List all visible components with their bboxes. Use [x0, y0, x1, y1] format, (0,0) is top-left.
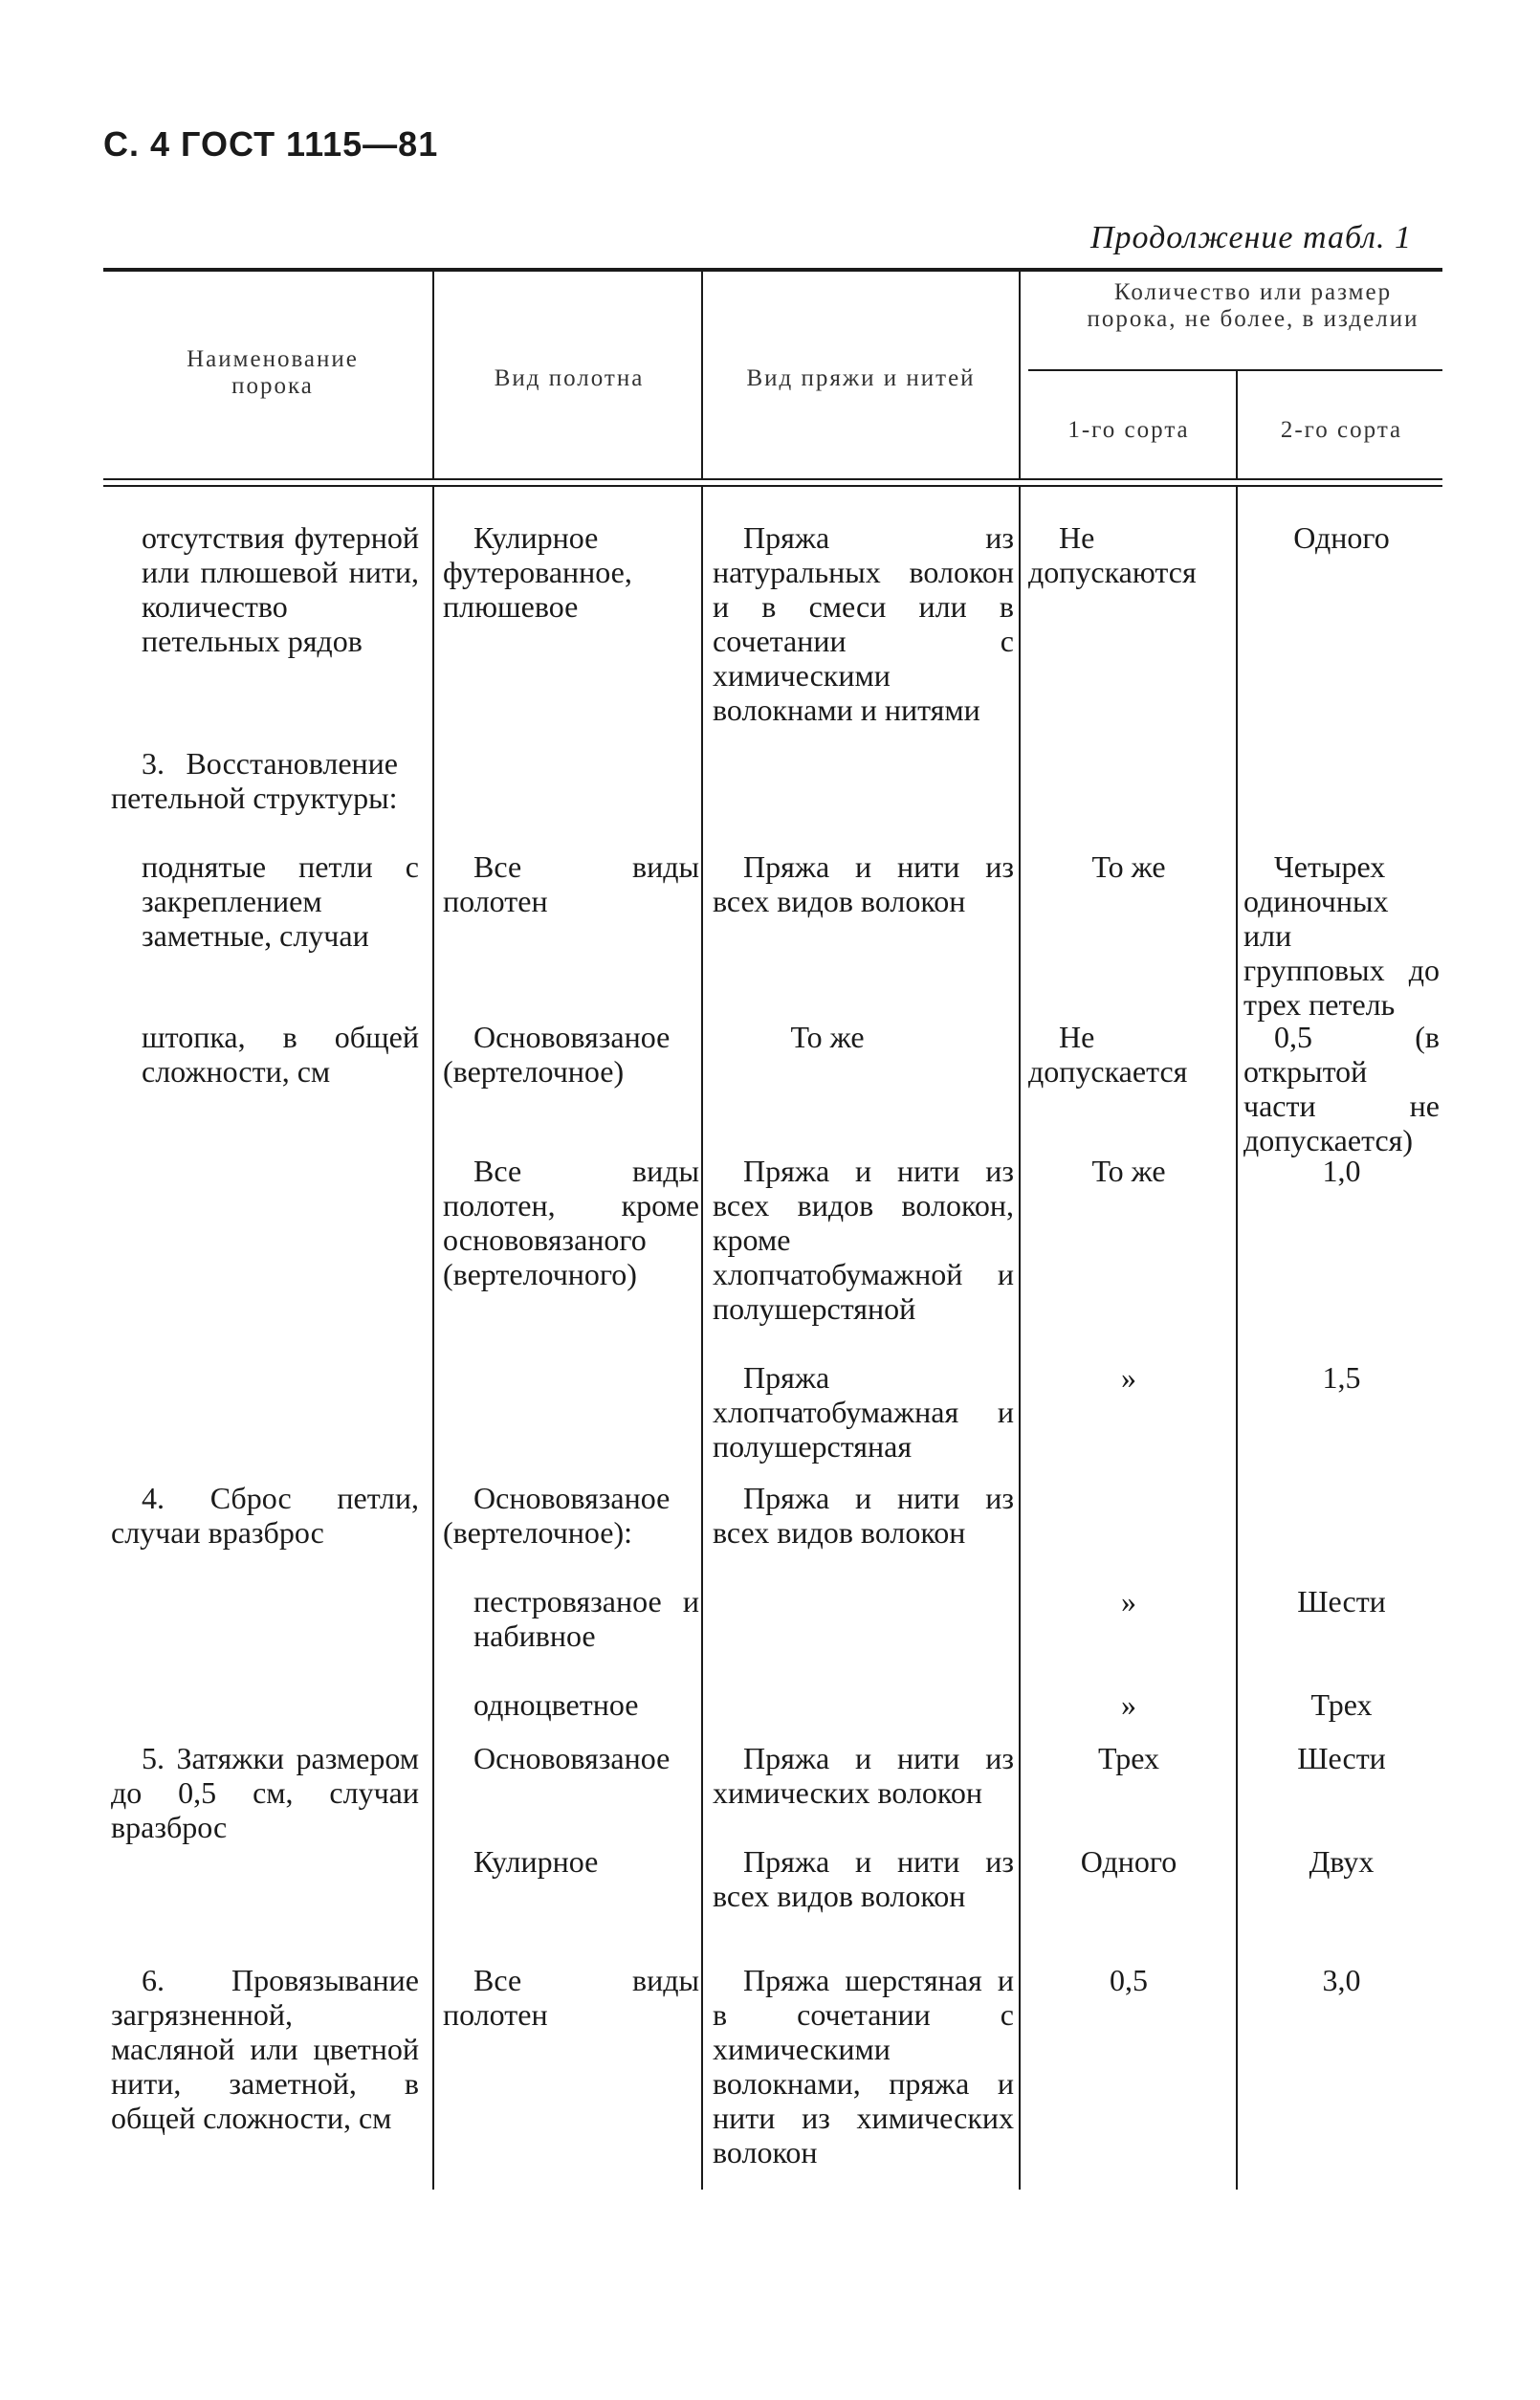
table-cell: 1,5 — [1322, 1360, 1361, 1395]
table-cell: » — [1121, 1584, 1136, 1618]
table-cell: Кулирное футерованное, плюшевое — [443, 520, 632, 624]
table-cell: То же — [790, 1020, 865, 1054]
header-yarn-type: Вид пряжи и нитей — [746, 365, 976, 391]
table-cell: Не допускаются — [1028, 520, 1197, 589]
table-cell: Четырех одиночных или групповых до трех петель — [1243, 849, 1440, 1022]
header-defect-name: Наименование порока — [187, 346, 359, 399]
table-cell: Трех — [1097, 1741, 1160, 1775]
table-cell: Пряжа и нити из всех видов волокон — [713, 1844, 1014, 1913]
table-cell: поднятые петли с закреплением заметные, случаи — [142, 849, 419, 953]
table-cell: Не допускается — [1028, 1020, 1188, 1089]
table-cell: пестровязаное и набивное — [473, 1584, 699, 1653]
header-col-divider — [1019, 272, 1021, 478]
table-cell: 6. Провязывание загрязненной, масляной или цветной нити, заметной, в общей сложности, см — [111, 1963, 419, 2135]
table-cell: штопка, в общей сложности, см — [142, 1020, 419, 1089]
table-cell: Пряжа шерстяная и в сочетании с химическими волокнами, пряжа и нити из химических волокон — [713, 1963, 1014, 2169]
table-top-rule — [103, 268, 1442, 272]
table-continuation-label: Продолжение табл. 1 — [1090, 220, 1413, 255]
table-cell: Пряжа и нити из всех видов волокон, кроме хлопчатобумажной и полушерстяной — [713, 1154, 1014, 1326]
body-col-divider — [432, 487, 434, 2190]
header-grade-1: 1-го сорта — [1067, 417, 1190, 443]
header-bottom-rule — [103, 478, 1442, 480]
table-cell: Все виды полотен — [443, 849, 699, 918]
table-cell: отсутствия футерной или плюшевой нити, количество петельных рядов — [142, 520, 419, 658]
header-col-divider — [432, 272, 434, 478]
table-cell: одноцветное — [473, 1687, 639, 1722]
table-cell: Двух — [1309, 1844, 1375, 1879]
table-cell: Все виды полотен, кроме основовязаного (вертелочного) — [443, 1154, 699, 1291]
table-cell: То же — [1091, 1154, 1166, 1188]
table-cell: 5. Затяжки размером до 0,5 см, случаи вразброс — [111, 1741, 419, 1844]
table-cell: 1,0 — [1322, 1154, 1361, 1188]
body-col-divider — [701, 487, 703, 2190]
section-title: 3. Восстановление петельной структуры: — [111, 746, 398, 815]
table-cell: » — [1121, 1360, 1136, 1395]
table-cell: 4. Сброс петли, случаи вразброс — [111, 1481, 419, 1550]
table-cell: Трех — [1310, 1687, 1373, 1722]
table-cell: Пряжа и нити из всех видов волокон — [713, 1481, 1014, 1550]
table-cell: Все виды полотен — [443, 1963, 699, 2032]
table-cell: То же — [1091, 849, 1166, 884]
table-cell: Пряжа и нити из химических волокон — [713, 1741, 1014, 1810]
header-col-divider — [701, 272, 703, 478]
table-cell: Кулирное — [473, 1844, 599, 1879]
table-cell: Пряжа хлопчатобумажная и полушерстяная — [713, 1360, 1014, 1464]
page-header: С. 4 ГОСТ 1115—81 — [103, 124, 439, 164]
header-quantity: Количество или размер порока, не более, в изделии — [1087, 279, 1419, 332]
header-bottom-rule-2 — [103, 485, 1442, 487]
header-fabric-type: Вид полотна — [494, 365, 645, 391]
table-cell: Основовязаное (вертелочное): — [443, 1481, 671, 1550]
header-col-divider — [1236, 371, 1238, 478]
table-cell: Одного — [1293, 520, 1390, 555]
table-cell: Одного — [1080, 1844, 1177, 1879]
table-cell: Основовязаное (вертелочное) — [443, 1020, 671, 1089]
table-cell: Шести — [1297, 1741, 1386, 1775]
table-cell: 0,5 (в открытой части не допускается) — [1243, 1020, 1440, 1157]
table-cell: » — [1121, 1687, 1136, 1722]
header-grade-2: 2-го сорта — [1280, 417, 1403, 443]
table-cell: Шести — [1297, 1584, 1386, 1618]
body-col-divider — [1236, 487, 1238, 2190]
table-cell: 0,5 — [1110, 1963, 1148, 1997]
table-cell: 3,0 — [1322, 1963, 1361, 1997]
table-cell: Основовязаное — [473, 1741, 671, 1775]
table-cell: Пряжа из натуральных волокон и в смеси или в сочетании с химическими волокнами и нитями — [713, 520, 1014, 727]
body-col-divider — [1019, 487, 1021, 2190]
table-cell: Пряжа и нити из всех видов волокон — [713, 849, 1014, 918]
